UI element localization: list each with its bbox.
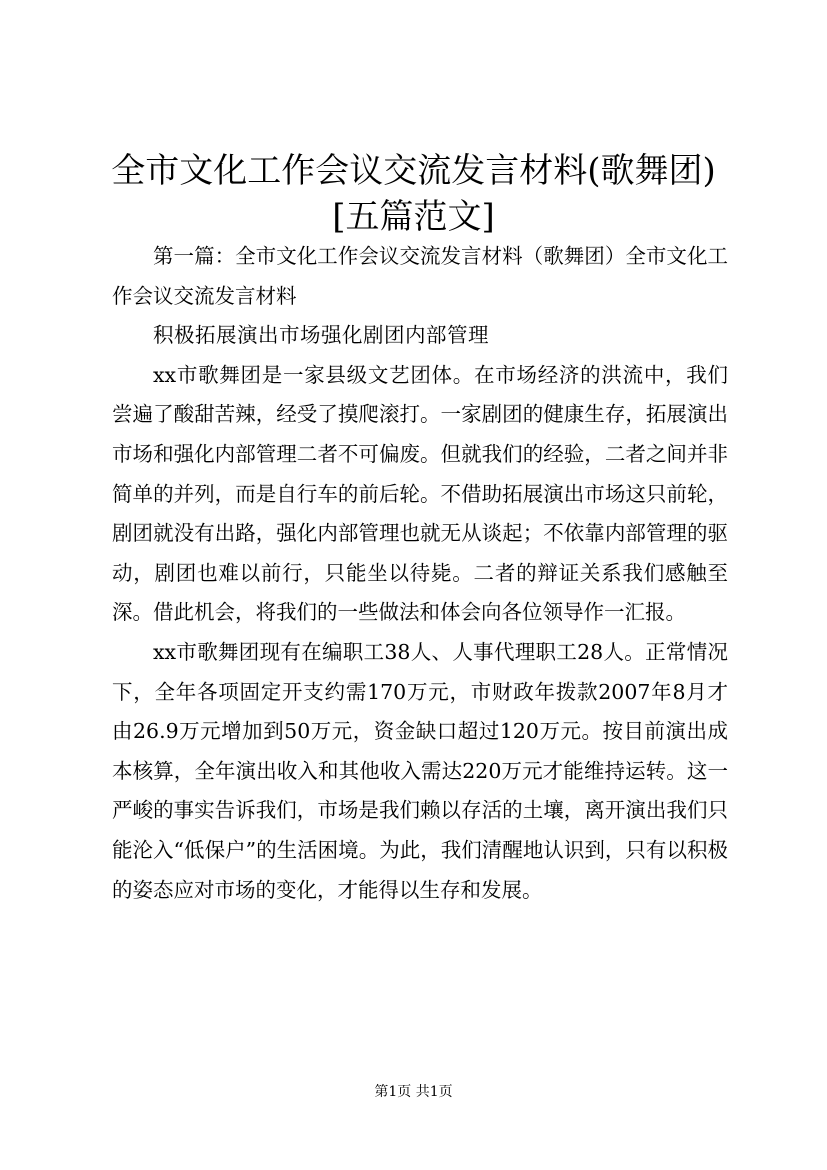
document-body: [112, 237, 728, 910]
page-footer: 第1页 共1页: [374, 1084, 453, 1100]
paragraph-body-1: xx市歌舞团是一家县级文艺团体。在市场经济的洪流中，我们尝遍了酸甜苦辣，经受了摸爬滚打。一家剧团的健康生存，拓展演出市场和强化内部管理二者不可偏废。但就我们的经验，二者之间并非简单的并列，而是自行车的前后轮。不借助拓展演出市场这只前轮，剧团就没有出路，强化内部管理也就无从谈起；不依靠内部管理的驱动，剧团也难以前行，只能坐以待毙。二者的辩证关系我们感触至深。借此机会，将我们的一些做法和体会向各位领导作一汇报。: [112, 362, 728, 625]
paragraph-subtitle: 积极拓展演出市场强化剧团内部管理: [153, 323, 489, 348]
document-title: 全市文化工作会议交流发言材料(歌舞团)[五篇范文]: [111, 151, 716, 237]
paragraph-body-2: xx市歌舞团现有在编职工38人、人事代理职工28人。正常情况下，全年各项固定开支约需170万元，市财政年拨款2007年8月才由26.9万元增加到50万元，资金缺口超过120万元。按目前演出成本核算，全年演出收入和其他收入需达220万元才能维持运转。这一严峻的事实告诉我们，市场是我们赖以存活的土壤，离开演出我们只能沦入“低保户”的生活困境。为此，我们清醒地认识到，只有以积极的姿态应对市场的变化，才能得以生存和发展。: [112, 639, 728, 902]
paragraph-heading: 第一篇：全市文化工作会议交流发言材料（歌舞团）全市文化工作会议交流发言材料: [112, 244, 728, 308]
